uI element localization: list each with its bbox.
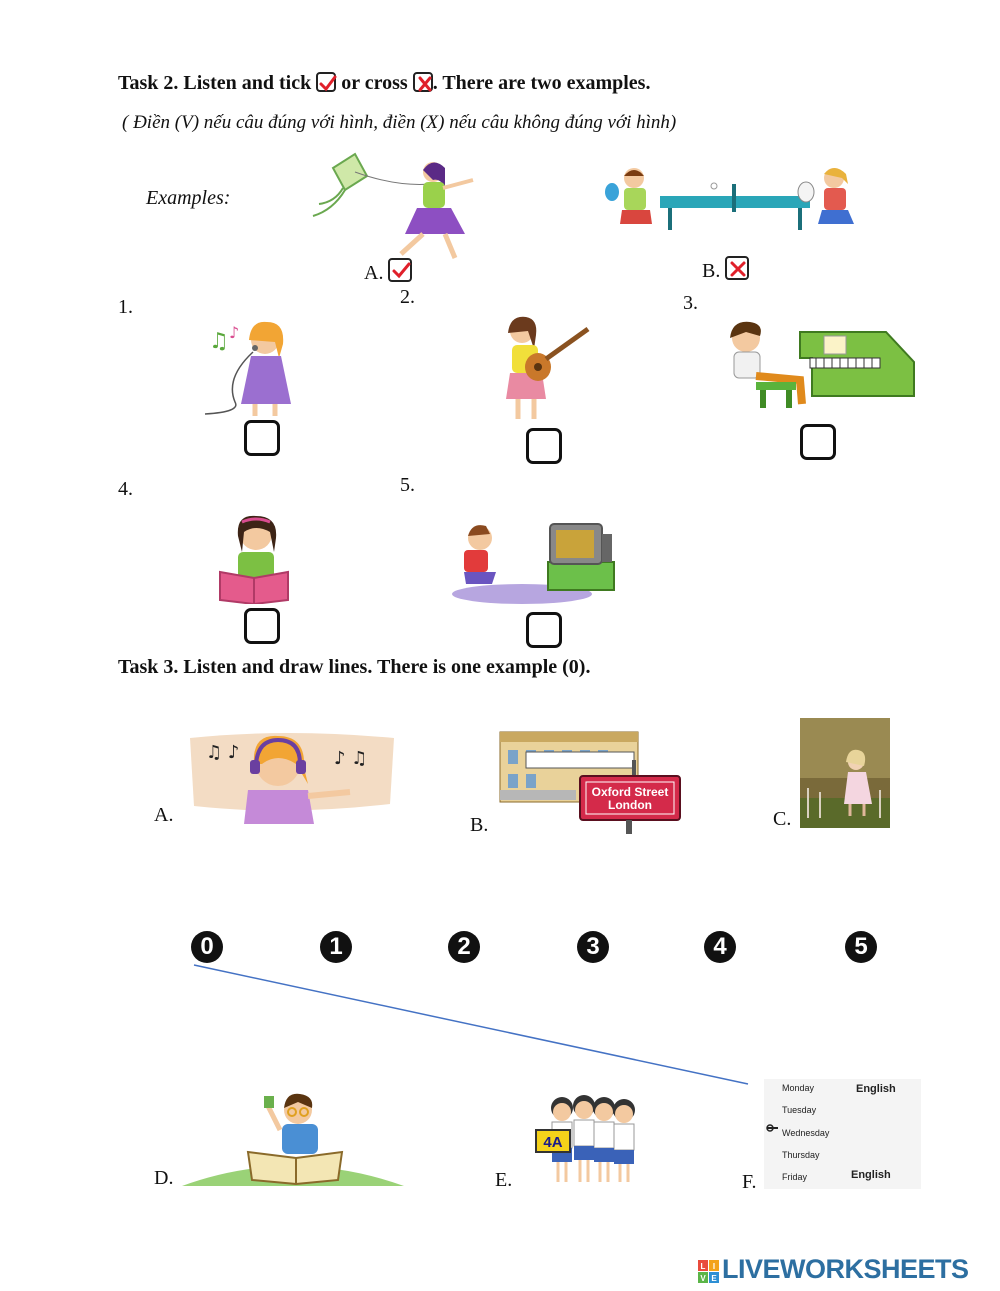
svg-text:E: E [711,1274,717,1283]
svg-text:L: L [700,1262,706,1271]
answer-box-3[interactable] [800,424,836,460]
answer-box-1[interactable] [244,420,280,456]
picture-f-label: F. [742,1171,757,1193]
tv-boy-illustration [452,520,620,606]
cross-icon [413,72,433,92]
svg-text:♫ ♪: ♫ ♪ [206,742,240,763]
svg-text:♪: ♪ [229,323,240,342]
reading-girl-illustration [216,512,292,604]
picture-d-label: D. [154,1167,174,1189]
number-4[interactable]: 4 [704,931,736,963]
task3-title: Task 3. Listen and draw lines. There is one example (0). [118,656,591,678]
timetable-day: Monday [782,1083,815,1093]
reading-boy-illustration [182,1086,404,1188]
task2-title [118,72,650,95]
svg-text:♪ ♫: ♪ ♫ [334,748,368,769]
item-2-label: 2. [400,286,415,308]
timetable-day: Tuesday [782,1105,817,1115]
pointer-icon [766,1123,780,1133]
number-3[interactable]: 3 [577,931,609,963]
garden-girl-photo [800,718,890,828]
item-4-label: 4. [118,478,133,500]
table-tennis-illustration [598,162,868,234]
timetable-subject-friday: English [851,1169,891,1181]
task2-title-end: . There are two examples. [432,72,651,94]
picture-c-label: C. [773,808,792,830]
picture-e-label: E. [495,1169,513,1191]
svg-text:I: I [712,1262,716,1271]
example-b-label: B. [702,260,721,282]
timetable-subject-monday: English [856,1083,896,1095]
timetable [764,1079,921,1189]
item-3-label: 3. [683,292,698,314]
liveworksheets-logo-icon [698,1260,720,1284]
example-a-tick-icon [388,258,412,282]
number-1[interactable]: 1 [320,931,352,963]
piano-boy-illustration [720,318,920,413]
svg-text:V: V [700,1274,706,1283]
task2-title-start: Task 2. Listen and tick [118,72,312,94]
example-b [702,256,749,283]
liveworksheets-brand-text: LIVEWORKSHEETS [722,1254,969,1284]
sign-line-2: London [608,798,652,812]
number-2[interactable]: 2 [448,931,480,963]
answer-box-4[interactable] [244,608,280,644]
number-5[interactable]: 5 [845,931,877,963]
picture-a-label: A. [154,804,174,826]
examples-label: Examples: [146,187,231,209]
class-sign-text: 4A [543,1134,563,1151]
timetable-day: Wednesday [782,1128,830,1138]
answer-box-2[interactable] [526,428,562,464]
example-a-label: A. [364,262,384,284]
singing-girl-illustration [195,318,320,418]
oxford-street-illustration [498,728,684,836]
headphones-girl-illustration [186,724,398,826]
task2-title-mid: or cross [341,72,408,94]
task2-instruction: ( Điền (V) nếu câu đúng với hình, điền (X) nếu câu không đúng với hình) [122,112,677,133]
picture-b-label: B. [470,814,489,836]
timetable-day: Thursday [782,1150,820,1160]
item-5-label: 5. [400,474,415,496]
kite-girl-illustration [305,150,485,262]
guitar-girl-illustration [498,315,598,423]
class-4a-illustration [532,1090,650,1186]
tick-icon [316,72,336,92]
timetable-day: Friday [782,1172,808,1182]
answer-box-5[interactable] [526,612,562,648]
sign-line-1: Oxford Street [591,785,669,799]
svg-text:♫: ♫ [209,329,229,354]
example-b-cross-icon [725,256,749,280]
example-a [364,258,412,285]
number-0[interactable]: 0 [191,931,223,963]
item-1-label: 1. [118,296,133,318]
